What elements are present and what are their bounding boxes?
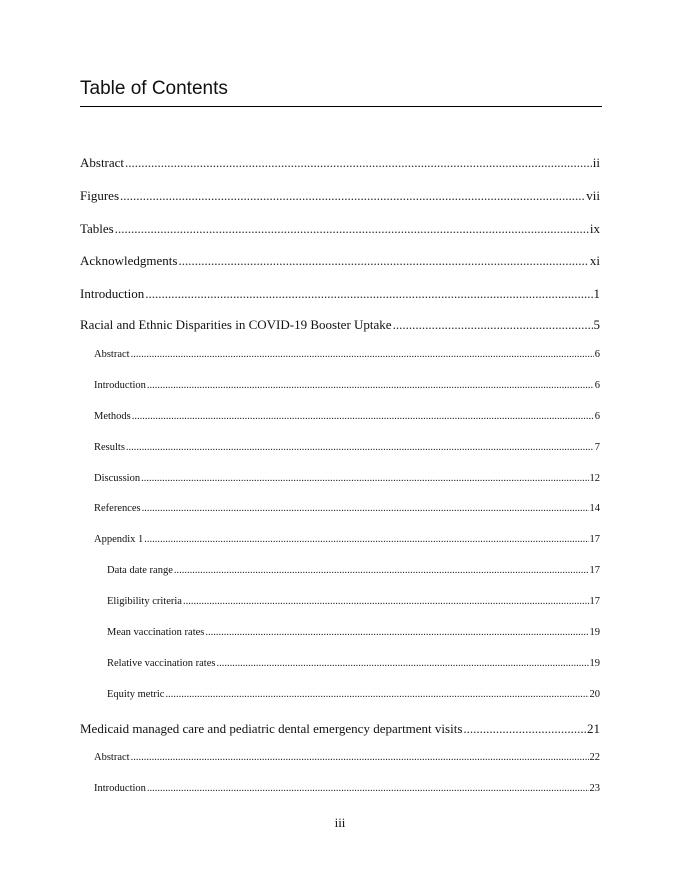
toc-entry-label: References <box>94 503 141 514</box>
toc-entry-page: 7 <box>594 442 600 453</box>
toc-entry[interactable] <box>80 317 600 333</box>
toc-entry-page: 22 <box>589 752 600 763</box>
toc-entry-page: 12 <box>589 473 600 484</box>
toc-entry-page: 5 <box>593 317 600 332</box>
dot-leader <box>144 534 588 545</box>
toc-entry[interactable] <box>107 565 600 576</box>
toc-entry-page: 19 <box>589 627 600 638</box>
toc-entry-label: Data date range <box>107 565 173 576</box>
toc-entry-label: Relative vaccination rates <box>107 658 216 669</box>
toc-entry[interactable] <box>94 752 600 763</box>
dot-leader <box>145 286 592 302</box>
dot-leader <box>142 503 589 514</box>
toc-entry[interactable] <box>94 783 600 794</box>
toc-entry[interactable] <box>94 349 600 360</box>
toc-entry-label: Introduction <box>94 380 146 391</box>
toc-entry-page: 17 <box>589 596 600 607</box>
page-number: iii <box>334 815 346 830</box>
dot-leader <box>463 721 586 737</box>
toc-entry-label: Appendix 1 <box>94 534 144 545</box>
toc-entry-label: Tables <box>80 221 114 236</box>
toc-entry-label: Racial and Ethnic Disparities in COVID-19 Booster Uptake <box>80 317 392 332</box>
toc-entry-label: Introduction <box>80 286 145 301</box>
toc-entry[interactable] <box>80 155 600 171</box>
dot-leader <box>126 442 594 453</box>
toc-entry-page: 6 <box>594 411 600 422</box>
dot-leader <box>132 411 594 422</box>
toc-entry[interactable] <box>80 286 600 302</box>
toc-entry-label: Abstract <box>94 349 130 360</box>
toc-entry-page: 1 <box>593 286 600 301</box>
dot-leader <box>147 783 589 794</box>
toc-entry-page: 23 <box>589 783 600 794</box>
toc-entry-label: Medicaid managed care and pediatric dental emergency department visits <box>80 721 463 736</box>
toc-entry-label: Abstract <box>80 155 125 170</box>
toc-entry[interactable] <box>107 627 600 638</box>
page-title: Table of Contents <box>80 78 228 99</box>
toc-entry-label: Mean vaccination rates <box>107 627 205 638</box>
toc-entry-page: 21 <box>587 721 600 736</box>
toc-entry-page: vii <box>586 188 600 203</box>
dot-leader <box>131 752 589 763</box>
dot-leader <box>147 380 594 391</box>
toc-entry-page: 19 <box>589 658 600 669</box>
toc-entry[interactable] <box>94 380 600 391</box>
dot-leader <box>165 689 588 700</box>
dot-leader <box>141 473 588 484</box>
dot-leader <box>120 188 585 204</box>
dot-leader <box>216 658 588 669</box>
toc-entry[interactable] <box>94 473 600 484</box>
toc-entry-label: Equity metric <box>107 689 165 700</box>
toc-entry-label: Results <box>94 442 125 453</box>
toc-entry-label: Introduction <box>94 783 146 794</box>
toc-entry-page: 17 <box>589 534 600 545</box>
toc-entry[interactable] <box>94 411 600 422</box>
toc-entry-page: 14 <box>589 503 600 514</box>
dot-leader <box>125 155 592 171</box>
toc-entry[interactable] <box>80 188 600 204</box>
toc-entry[interactable] <box>94 534 600 545</box>
toc-entry[interactable] <box>80 253 600 269</box>
toc-entry-label: Methods <box>94 411 131 422</box>
toc-entry[interactable] <box>94 442 600 453</box>
toc-entry-page: 20 <box>589 689 600 700</box>
dot-leader <box>115 221 589 237</box>
toc-entry-page: xi <box>589 253 600 268</box>
toc-entry[interactable] <box>94 503 600 514</box>
toc-entry-label: Figures <box>80 188 119 203</box>
title-divider <box>80 106 602 107</box>
toc-entry-label: Eligibility criteria <box>107 596 182 607</box>
toc-entry-label: Abstract <box>94 752 130 763</box>
dot-leader <box>205 627 588 638</box>
toc-entry[interactable] <box>107 658 600 669</box>
toc-entry[interactable] <box>107 689 600 700</box>
toc-entry-page: ii <box>592 155 600 170</box>
dot-leader <box>178 253 588 269</box>
dot-leader <box>174 565 589 576</box>
toc-entry-label: Acknowledgments <box>80 253 178 268</box>
toc-entry-page: 17 <box>589 565 600 576</box>
toc-entry[interactable] <box>80 221 600 237</box>
dot-leader <box>183 596 589 607</box>
dot-leader <box>131 349 594 360</box>
toc-entry-page: 6 <box>594 380 600 391</box>
toc-entry-label: Discussion <box>94 473 141 484</box>
toc-entry-page: ix <box>589 221 600 236</box>
toc-entry[interactable] <box>80 721 600 737</box>
toc-entry-page: 6 <box>594 349 600 360</box>
dot-leader <box>393 317 593 333</box>
toc-entry[interactable] <box>107 596 600 607</box>
